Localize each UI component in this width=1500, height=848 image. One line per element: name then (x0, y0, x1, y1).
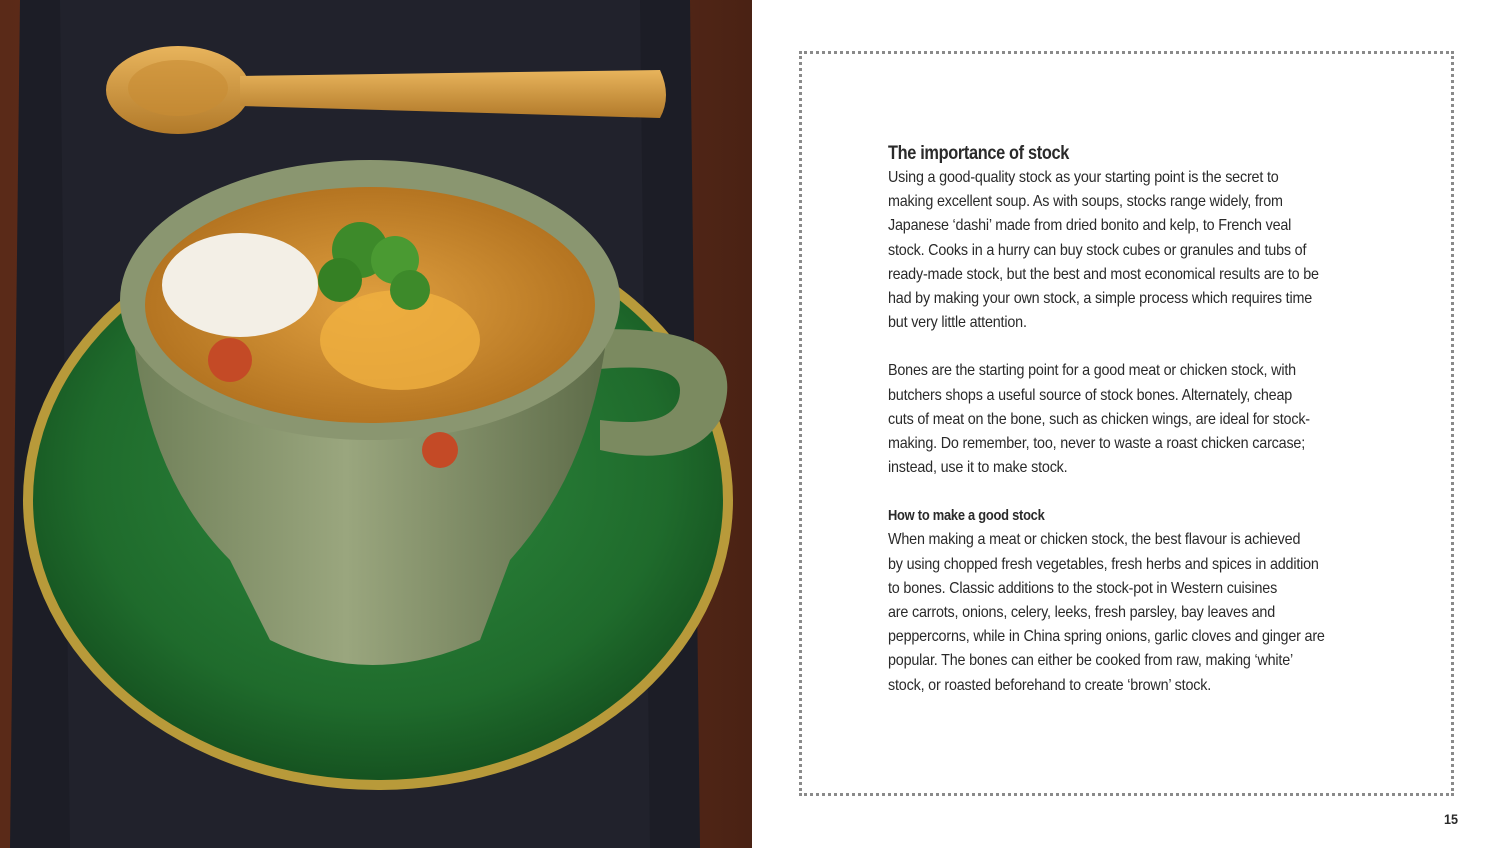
paragraph-3 (888, 528, 1378, 697)
text-page (752, 0, 1500, 848)
text-line: cuts of meat on the bone, such as chicken wings, are ideal for stock- (888, 410, 1310, 428)
text-line: Bones are the starting point for a good meat or chicken stock, with (888, 362, 1296, 380)
text-line: Japanese ‘dashi’ made from dried bonito and kelp, to French veal (888, 217, 1292, 235)
text-line: making excellent soup. As with soups, stocks range widely, from (888, 193, 1283, 211)
article-content (888, 142, 1378, 698)
text-line: to bones. Classic additions to the stock-pot in Western cuisines (888, 579, 1278, 597)
text-line: had by making your own stock, a simple process which requires time (888, 290, 1313, 308)
paragraph-2 (888, 359, 1378, 480)
text-line: butchers shops a useful source of stock bones. Alternately, cheap (888, 386, 1293, 404)
text-line: ready-made stock, but the best and most economical results are to be (888, 265, 1319, 283)
text-line: popular. The bones can either be cooked from raw, making ‘white’ (888, 652, 1294, 670)
page-number: 15 (1444, 811, 1459, 827)
text-line: making. Do remember, too, never to waste a roast chicken carcase; (888, 435, 1306, 453)
text-line: but very little attention. (888, 314, 1027, 332)
paragraph-1 (888, 166, 1378, 335)
article-title: The importance of stock (888, 143, 1069, 164)
text-line: stock, or roasted beforehand to create ‘brown’ stock. (888, 676, 1212, 694)
text-line: stock. Cooks in a hurry can buy stock cubes or granules and tubs of (888, 241, 1307, 259)
text-line: When making a meat or chicken stock, the best flavour is achieved (888, 531, 1301, 549)
text-line: instead, use it to make stock. (888, 459, 1068, 477)
text-line: peppercorns, while in China spring onions, garlic cloves and ginger are (888, 628, 1325, 646)
text-line: by using chopped fresh vegetables, fresh herbs and spices in addition (888, 555, 1319, 573)
section-subtitle: How to make a good stock (888, 507, 1045, 525)
text-line: Using a good-quality stock as your starting point is the secret to (888, 169, 1279, 186)
text-line: are carrots, onions, celery, leeks, fresh parsley, bay leaves and (888, 604, 1276, 622)
